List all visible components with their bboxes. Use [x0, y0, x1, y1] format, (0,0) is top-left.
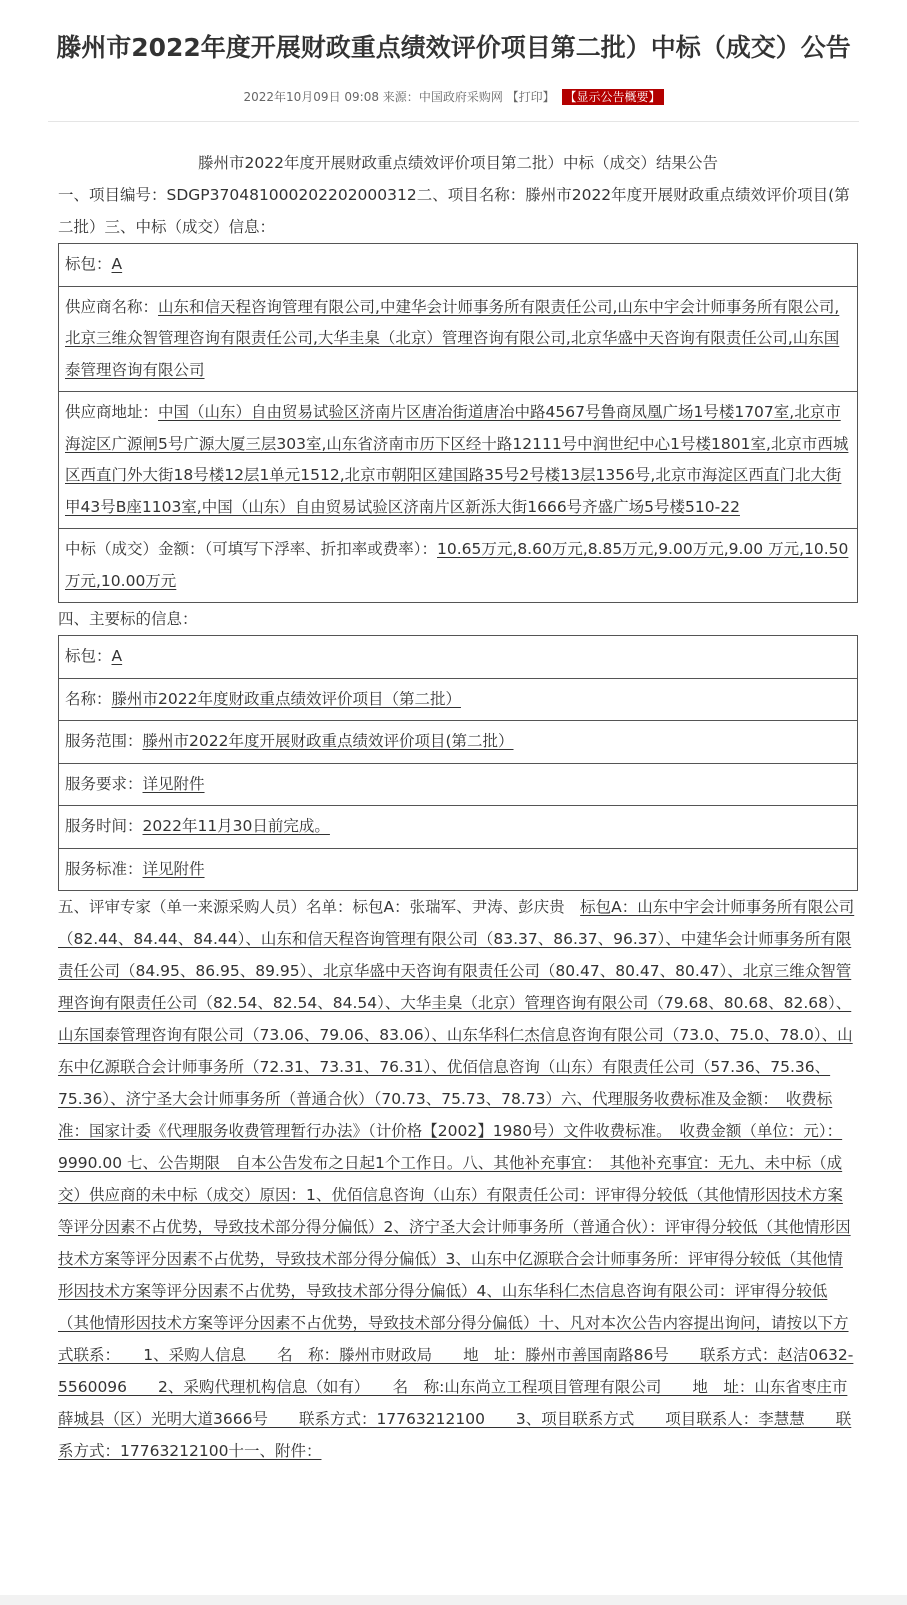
- table-row: [59, 392, 858, 529]
- package-value: A: [111, 647, 123, 665]
- announcement-body: [58, 147, 858, 1467]
- table-cell: [59, 678, 858, 721]
- section-4-heading: 四、主要标的信息：: [58, 610, 198, 628]
- publish-date: 2022年10月09日 09:08: [243, 90, 379, 104]
- table-row: [59, 721, 858, 764]
- table-cell: [59, 636, 858, 679]
- table-cell: [59, 763, 858, 806]
- time-label: 服务时间：: [65, 817, 143, 835]
- time-value: 2022年11月30日前完成。: [142, 817, 330, 835]
- name-label: 名称：: [65, 689, 112, 708]
- scope-value: 滕州市2022年度开展财政重点绩效评价项目(第二批）: [142, 732, 514, 750]
- show-summary-button[interactable]: 【显示公告概要】: [562, 89, 664, 105]
- standard-label: 服务标准：: [65, 859, 143, 878]
- table-row: [59, 848, 858, 891]
- package-label: 标包：: [65, 647, 112, 665]
- table-cell: [59, 848, 858, 891]
- amount-label: 中标（成交）金额：（可填写下浮率、折扣率或费率）：: [65, 540, 438, 558]
- print-link[interactable]: 【打印】: [506, 90, 555, 104]
- requirement-label: 服务要求：: [65, 774, 143, 793]
- amounts: 10.65万元,8.60万元,8.85万元,9.00万元,9.00 万元,10.50万元,10.00万元: [65, 540, 849, 590]
- page-footer-bar: [0, 1595, 907, 1605]
- package-value: A: [111, 255, 123, 273]
- name-value: 滕州市2022年度财政重点绩效评价项目（第二批）: [111, 689, 461, 708]
- table-row: [59, 806, 858, 849]
- article-meta: [0, 88, 907, 105]
- winning-info-table: [58, 243, 858, 603]
- table-row: [59, 244, 858, 287]
- supplier-names: 山东和信天程咨询管理有限公司,中建华会计师事务所有限责任公司,山东中宇会计师事务所有限公司,北京三维众智管理咨询有限责任公司,大华圭臬（北京）管理咨询有限公司,北京华盛中天咨询有限责任公司,山东国泰管理咨询有限公司: [65, 297, 840, 379]
- table-row: [59, 286, 858, 392]
- table-cell: [59, 806, 858, 849]
- table-row: [59, 763, 858, 806]
- scope-label: 服务范围：: [65, 732, 143, 750]
- title-divider: [48, 121, 859, 122]
- source-label: 来源：: [382, 90, 419, 104]
- table-cell: [59, 244, 858, 287]
- project-intro: 一、项目编号：SDGP370481000202202000312二、项目名称：滕州市2022年度开展财政重点绩效评价项目(第二批）三、中标（成交）信息：: [58, 186, 850, 236]
- package-label: 标包：: [65, 255, 112, 273]
- main-subject-table: [58, 635, 858, 891]
- table-cell: [59, 529, 858, 603]
- announcement-subtitle: 滕州市2022年度开展财政重点绩效评价项目第二批）中标（成交）结果公告: [198, 154, 718, 172]
- requirement-value: 详见附件: [142, 774, 205, 793]
- supplier-address-label: 供应商地址：: [65, 403, 159, 421]
- page-title: 滕州市2022年度开展财政重点绩效评价项目第二批）中标（成交）公告: [56, 33, 851, 62]
- supplier-name-label: 供应商名称：: [65, 297, 159, 316]
- table-row: [59, 529, 858, 603]
- section-5-onwards: [58, 891, 858, 1467]
- supplier-addresses: 中国（山东）自由贸易试验区济南片区唐冶街道唐冶中路4567号鲁商凤凰广场1号楼1707室,北京市海淀区广源闸5号广源大厦三层303室,山东省济南市历下区经十路12111号中润世纪中心1号楼1801室,北京市西城区西直门外大街18号楼12层1单元1512,北京市朝阳区建国路35号2号楼13层1356号,北京市海淀区西直门北大街甲43号B座1103室,中国（山东）自由贸易试验区济南片区新泺大街1666号齐盛广场5号楼510-22: [65, 403, 849, 516]
- standard-value: 详见附件: [142, 859, 205, 878]
- table-cell: [59, 392, 858, 529]
- source-name: 中国政府采购网: [418, 90, 503, 104]
- scores-and-contacts: 标包A：山东中宇会计师事务所有限公司（82.44、84.44、84.44）、山东和信天程咨询管理有限公司（83.37、86.37、96.37）、中建华会计师事务所有限责任公司（84.95、86.95、89.95）、北京华盛中天咨询有限责任公司（80.47、80.47、80.47）、北京三维众智管理咨询有限责任公司（82.54、82.54、84.54）、大华圭臬（北京）管理咨询有限公司（79.68、80.68、82.68）、山东国泰管理咨询有限公司（73.06、79.06、83.06）、山东华科仁杰信息咨询有限公司（73.0、75.0、78.0）、山东中亿源联合会计师事务所（72.31、73.31、76.31）、优佰信息咨询（山东）有限责任公司（57.36、75.36、75.36）、济宁圣大会计师事务所（普通合伙）（70.73、75.73、78.73）六、代理服务收费标准及金额： 收费标准：国家计委《代理服务收费管理暂行办法》（计价格【2002】1980号）文件收费标准。 收费金额（单位：元）：9990.00 七、公告期限 自本公告发布之日起1个工作日。八、其他补充事宜： 其他补充事宜：无九、未中标（成交）供应商的未中标（成交）原因：1、优佰信息咨询（山东）有限责任公司：评审得分较低（其他情形因技术方案等评分因素不占优势，导致技术部分得分偏低）2、济宁圣大会计师事务所（普通合伙）：评审得分较低（其他情形因技术方案等评分因素不占优势，导致技术部分得分偏低）3、山东中亿源联合会计师事务所：评审得分较低（其他情形因技术方案等评分因素不占优势，导致技术部分得分偏低）4、山东华科仁杰信息咨询有限公司：评审得分较低（其他情形因技术方案等评分因素不占优势，导致技术部分得分偏低）十、凡对本次公告内容提出询问，请按以下方式联系： 1、采购人信息 名 称：滕州市财政局 地 址：滕州市善国南路86号 联系方式：赵洁0632-5560096 2、采购代理机构信息（如有） 名 称:山东尚立工程项目管理有限公司 地 址：山东省枣庄市薛城县（区）光明大道3666号 联系方式：17763212100 3、项目联系方式 项目联系人：李慧慧 联系方式：17763212100十一、附件：: [58, 898, 855, 1460]
- expert-list: 五、评审专家（单一来源采购人员）名单：标包A：张瑞军、尹涛、彭庆贵: [58, 898, 581, 916]
- table-cell: [59, 286, 858, 392]
- table-cell: [59, 721, 858, 764]
- table-row: [59, 678, 858, 721]
- table-row: [59, 636, 858, 679]
